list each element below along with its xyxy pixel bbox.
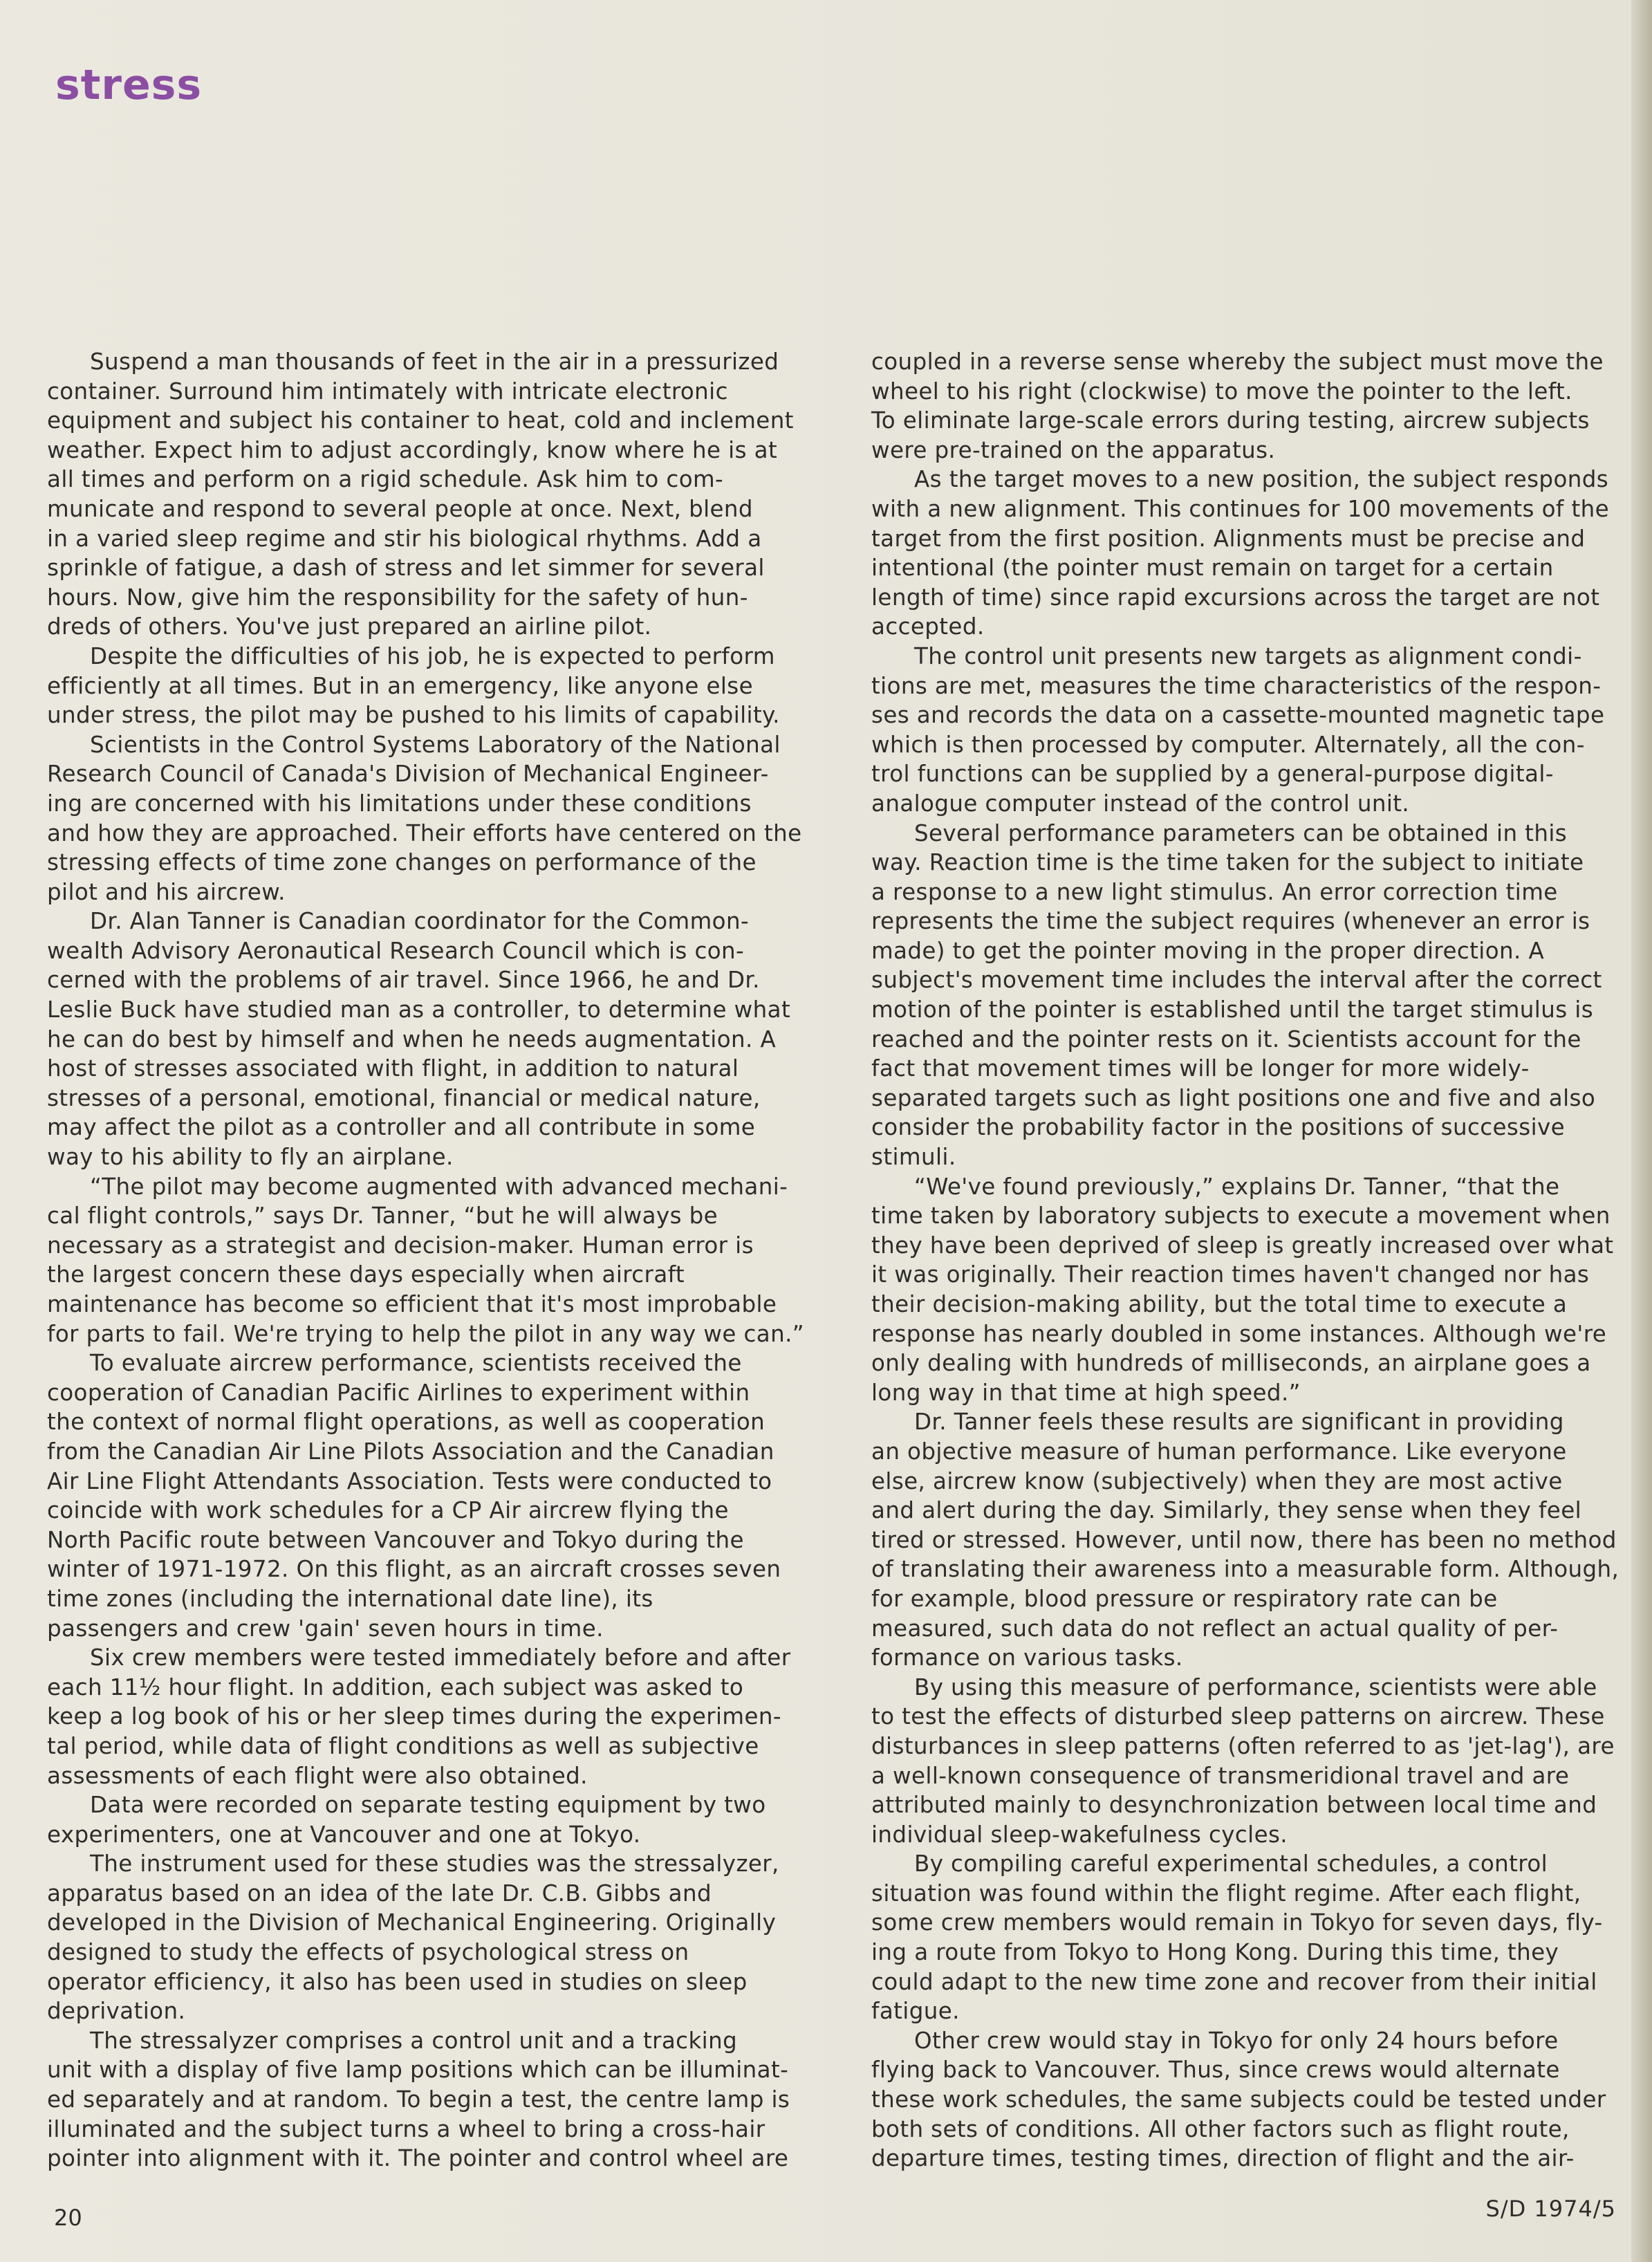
text-line: The instrument used for these studies was the stressalyzer, <box>90 1851 779 1878</box>
text-line: measured, such data do not reflect an actual quality of per- <box>871 1615 1559 1642</box>
text-line: winter of 1971-1972. On this flight, as an aircraft crosses seven <box>47 1556 781 1583</box>
text-line: situation was found within the flight regime. After each flight, <box>871 1880 1581 1907</box>
text-line: way. Reaction time is the time taken for the subject to initiate <box>871 849 1584 876</box>
text-line: equipment and subject his container to heat, cold and inclement <box>47 407 794 434</box>
text-line: The stressalyzer comprises a control unit and a tracking <box>90 2027 738 2054</box>
text-line: “We've found previously,” explains Dr. Tanner, “that the <box>914 1173 1560 1200</box>
text-line: their decision-making ability, but the total time to execute a <box>871 1291 1568 1317</box>
text-line: for parts to fail. We're trying to help the pilot in any way we can.” <box>47 1320 805 1347</box>
text-line: wheel to his right (clockwise) to move the pointer to the left. <box>871 378 1572 405</box>
text-line: time taken by laboratory subjects to execute a movement when <box>871 1203 1611 1230</box>
text-line: he can do best by himself and when he needs augmentation. A <box>47 1026 777 1053</box>
text-line: wealth Advisory Aeronautical Research Council which is con- <box>47 937 745 964</box>
issue-label: S/D 1974/5 <box>1485 2196 1616 2222</box>
text-line: pilot and his aircrew. <box>47 878 286 905</box>
text-line: To evaluate aircrew performance, scientists received the <box>90 1350 742 1377</box>
text-line: necessary as a strategist and decision-maker. Human error is <box>47 1232 754 1259</box>
text-line: To eliminate large-scale errors during testing, aircrew subjects <box>871 407 1590 434</box>
text-line: Dr. Tanner feels these results are significant in providing <box>914 1409 1564 1436</box>
text-line: developed in the Division of Mechanical Engineering. Originally <box>47 1909 777 1936</box>
text-line: long way in that time at high speed.” <box>871 1379 1301 1406</box>
text-line: of translating their awareness into a measurable form. Although, <box>871 1556 1619 1583</box>
text-line: a well-known consequence of transmeridional travel and are <box>871 1762 1570 1789</box>
text-line: designed to study the effects of psychological stress on <box>47 1939 689 1966</box>
text-line: departure times, testing times, direction of flight and the air- <box>871 2145 1575 2172</box>
text-line: the largest concern these days especially when aircraft <box>47 1261 685 1288</box>
text-line: stresses of a personal, emotional, financial or medical nature, <box>47 1084 761 1111</box>
text-line: stimuli. <box>871 1144 956 1171</box>
text-line: consider the probability factor in the positions of successive <box>871 1114 1566 1141</box>
text-line: ing a route from Tokyo to Hong Kong. During this time, they <box>871 1939 1559 1966</box>
text-line: from the Canadian Air Line Pilots Association and the Canadian <box>47 1438 774 1465</box>
text-line: cerned with the problems of air travel. Since 1966, he and Dr. <box>47 967 760 994</box>
text-line: all times and perform on a rigid schedule. Ask him to com- <box>47 466 724 493</box>
text-line: Despite the difficulties of his job, he is expected to perform <box>90 642 775 669</box>
text-line: were pre-trained on the apparatus. <box>871 436 1276 463</box>
text-line: Other crew would stay in Tokyo for only 24 hours before <box>914 2027 1559 2054</box>
text-line: Several performance parameters can be obtained in this <box>914 819 1568 846</box>
text-line: By compiling careful experimental schedules, a control <box>914 1851 1548 1878</box>
text-line: By using this measure of performance, scientists were able <box>914 1674 1597 1700</box>
text-line: “The pilot may become augmented with advanced mechani- <box>90 1173 788 1200</box>
text-line: else, aircrew know (subjectively) when they are most active <box>871 1467 1563 1494</box>
text-line: intentional (the pointer must remain on target for a certain <box>871 555 1554 582</box>
text-line: could adapt to the new time zone and recover from their initial <box>871 1968 1597 1995</box>
text-line: represents the time the subject requires (whenever an error is <box>871 908 1590 935</box>
text-line: deprivation. <box>47 1998 186 2025</box>
text-line: to test the effects of disturbed sleep patterns on aircrew. These <box>871 1703 1605 1730</box>
text-line: individual sleep-wakefulness cycles. <box>871 1821 1288 1848</box>
text-line: only dealing with hundreds of milliseconds, an airplane goes a <box>871 1350 1591 1377</box>
text-line: illuminated and the subject turns a wheel to bring a cross-hair <box>47 2115 765 2142</box>
text-line: pointer into alignment with it. The pointer and control wheel are <box>47 2145 789 2172</box>
text-line: separated targets such as light positions one and five and also <box>871 1084 1596 1111</box>
text-line: operator efficiency, it also has been used in studies on sleep <box>47 1968 748 1995</box>
text-line: they have been deprived of sleep is greatly increased over what <box>871 1232 1614 1259</box>
text-line: a response to a new light stimulus. An error correction time <box>871 878 1558 905</box>
text-line: length of time) since rapid excursions across the target are not <box>871 584 1600 611</box>
text-line: attributed mainly to desynchronization between local time and <box>871 1792 1597 1819</box>
text-line: hours. Now, give him the responsibility for the safety of hun- <box>47 584 748 611</box>
text-line: sprinkle of fatigue, a dash of stress and let simmer for several <box>47 555 765 582</box>
text-line: some crew members would remain in Tokyo for seven days, fly- <box>871 1909 1603 1936</box>
text-line: dreds of others. You've just prepared an airline pilot. <box>47 613 652 640</box>
text-line: Six crew members were tested immediately before and after <box>90 1644 791 1671</box>
text-line: trol functions can be supplied by a general-purpose digital- <box>871 761 1554 788</box>
text-line: cooperation of Canadian Pacific Airlines to experiment within <box>47 1379 750 1406</box>
text-line: maintenance has become so efficient that it's most improbable <box>47 1291 777 1317</box>
text-line: motion of the pointer is established until the target stimulus is <box>871 996 1594 1023</box>
text-line: response has nearly doubled in some instances. Although we're <box>871 1320 1607 1347</box>
text-line: fact that movement times will be longer for more widely- <box>871 1055 1530 1082</box>
text-line: apparatus based on an idea of the late Dr. C.B. Gibbs and <box>47 1880 712 1907</box>
text-line: made) to get the pointer moving in the proper direction. A <box>871 937 1545 964</box>
text-line: target from the first position. Alignments must be precise and <box>871 525 1586 552</box>
text-line: flying back to Vancouver. Thus, since crews would alternate <box>871 2057 1560 2084</box>
text-line: Leslie Buck have studied man as a controller, to determine what <box>47 996 791 1023</box>
text-line: stressing effects of time zone changes on performance of the <box>47 849 757 876</box>
text-line: disturbances in sleep patterns (often referred to as 'jet-lag'), are <box>871 1732 1615 1759</box>
text-line: Research Council of Canada's Division of Mechanical Engineer- <box>47 761 769 788</box>
text-line: unit with a display of five lamp positions which can be illuminat- <box>47 2057 789 2084</box>
text-line: reached and the pointer rests on it. Scientists account for the <box>871 1026 1581 1053</box>
text-line: fatigue. <box>871 1998 960 2025</box>
text-line: and alert during the day. Similarly, they sense when they feel <box>871 1497 1582 1524</box>
text-line: tired or stressed. However, until now, there has been no method <box>871 1526 1617 1553</box>
text-line: ses and records the data on a cassette-mounted magnetic tape <box>871 702 1605 729</box>
text-line: coincide with work schedules for a CP Air aircrew flying the <box>47 1497 729 1524</box>
text-line: way to his ability to fly an airplane. <box>47 1144 454 1171</box>
text-line: accepted. <box>871 613 985 640</box>
text-line: with a new alignment. This continues for 100 movements of the <box>871 495 1610 522</box>
text-line: Data were recorded on separate testing equipment by two <box>90 1792 766 1819</box>
text-line: formance on various tasks. <box>871 1644 1183 1671</box>
text-line: Dr. Alan Tanner is Canadian coordinator for the Common- <box>90 908 750 935</box>
page-edge-binding <box>1631 0 1652 2262</box>
text-line: host of stresses associated with flight, in addition to natural <box>47 1055 739 1082</box>
text-line: ing are concerned with his limitations under these conditions <box>47 790 752 817</box>
text-line: the context of normal flight operations, as well as cooperation <box>47 1409 765 1436</box>
text-line: these work schedules, the same subjects could be tested under <box>871 2086 1606 2113</box>
text-line: may affect the pilot as a controller and all contribute in some <box>47 1114 756 1141</box>
text-line: time zones (including the international date line), its <box>47 1585 653 1612</box>
text-line: under stress, the pilot may be pushed to his limits of capability. <box>47 702 780 729</box>
text-line: ed separately and at random. To begin a test, the centre lamp is <box>47 2086 790 2113</box>
text-line: both sets of conditions. All other factors such as flight route, <box>871 2115 1570 2142</box>
text-line: The control unit presents new targets as alignment condi- <box>914 642 1582 669</box>
text-line: Suspend a man thousands of feet in the air in a pressurized <box>90 349 779 375</box>
article-column-left <box>47 347 842 2173</box>
text-line: tions are met, measures the time characteristics of the respon- <box>871 672 1602 699</box>
text-line: analogue computer instead of the control unit. <box>871 790 1410 817</box>
text-line: efficiently at all times. But in an emergency, like anyone else <box>47 672 754 699</box>
section-title: stress <box>55 61 203 109</box>
text-line: it was originally. Their reaction times haven't changed nor has <box>871 1261 1590 1288</box>
text-line: North Pacific route between Vancouver and Tokyo during the <box>47 1526 744 1553</box>
text-line: and how they are approached. Their efforts have centered on the <box>47 819 802 846</box>
text-line: tal period, while data of flight conditions as well as subjective <box>47 1732 759 1759</box>
text-line: As the target moves to a new position, the subject responds <box>914 466 1609 493</box>
text-line: cal flight controls,” says Dr. Tanner, “but he will always be <box>47 1203 718 1230</box>
text-line: passengers and crew 'gain' seven hours in time. <box>47 1615 604 1642</box>
text-line: Air Line Flight Attendants Association. Tests were conducted to <box>47 1467 772 1494</box>
text-line: each 11½ hour flight. In addition, each subject was asked to <box>47 1674 744 1700</box>
text-line: container. Surround him intimately with intricate electronic <box>47 378 728 405</box>
text-line: subject's movement time includes the interval after the correct <box>871 967 1602 994</box>
text-line: experimenters, one at Vancouver and one at Tokyo. <box>47 1821 641 1848</box>
text-line: for example, blood pressure or respiratory rate can be <box>871 1585 1498 1612</box>
text-line: an objective measure of human performance. Like everyone <box>871 1438 1567 1465</box>
text-line: coupled in a reverse sense whereby the subject must move the <box>871 349 1604 375</box>
text-line: Scientists in the Control Systems Laboratory of the National <box>90 731 781 758</box>
text-line: keep a log book of his or her sleep times during the experimen- <box>47 1703 781 1730</box>
page-number: 20 <box>54 2205 82 2231</box>
text-line: which is then processed by computer. Alternately, all the con- <box>871 731 1585 758</box>
article-column-right <box>871 347 1640 2173</box>
text-line: assessments of each flight were also obtained. <box>47 1762 588 1789</box>
text-line: weather. Expect him to adjust accordingly, know where he is at <box>47 436 778 463</box>
text-line: municate and respond to several people at once. Next, blend <box>47 495 753 522</box>
text-line: in a varied sleep regime and stir his biological rhythms. Add a <box>47 525 762 552</box>
